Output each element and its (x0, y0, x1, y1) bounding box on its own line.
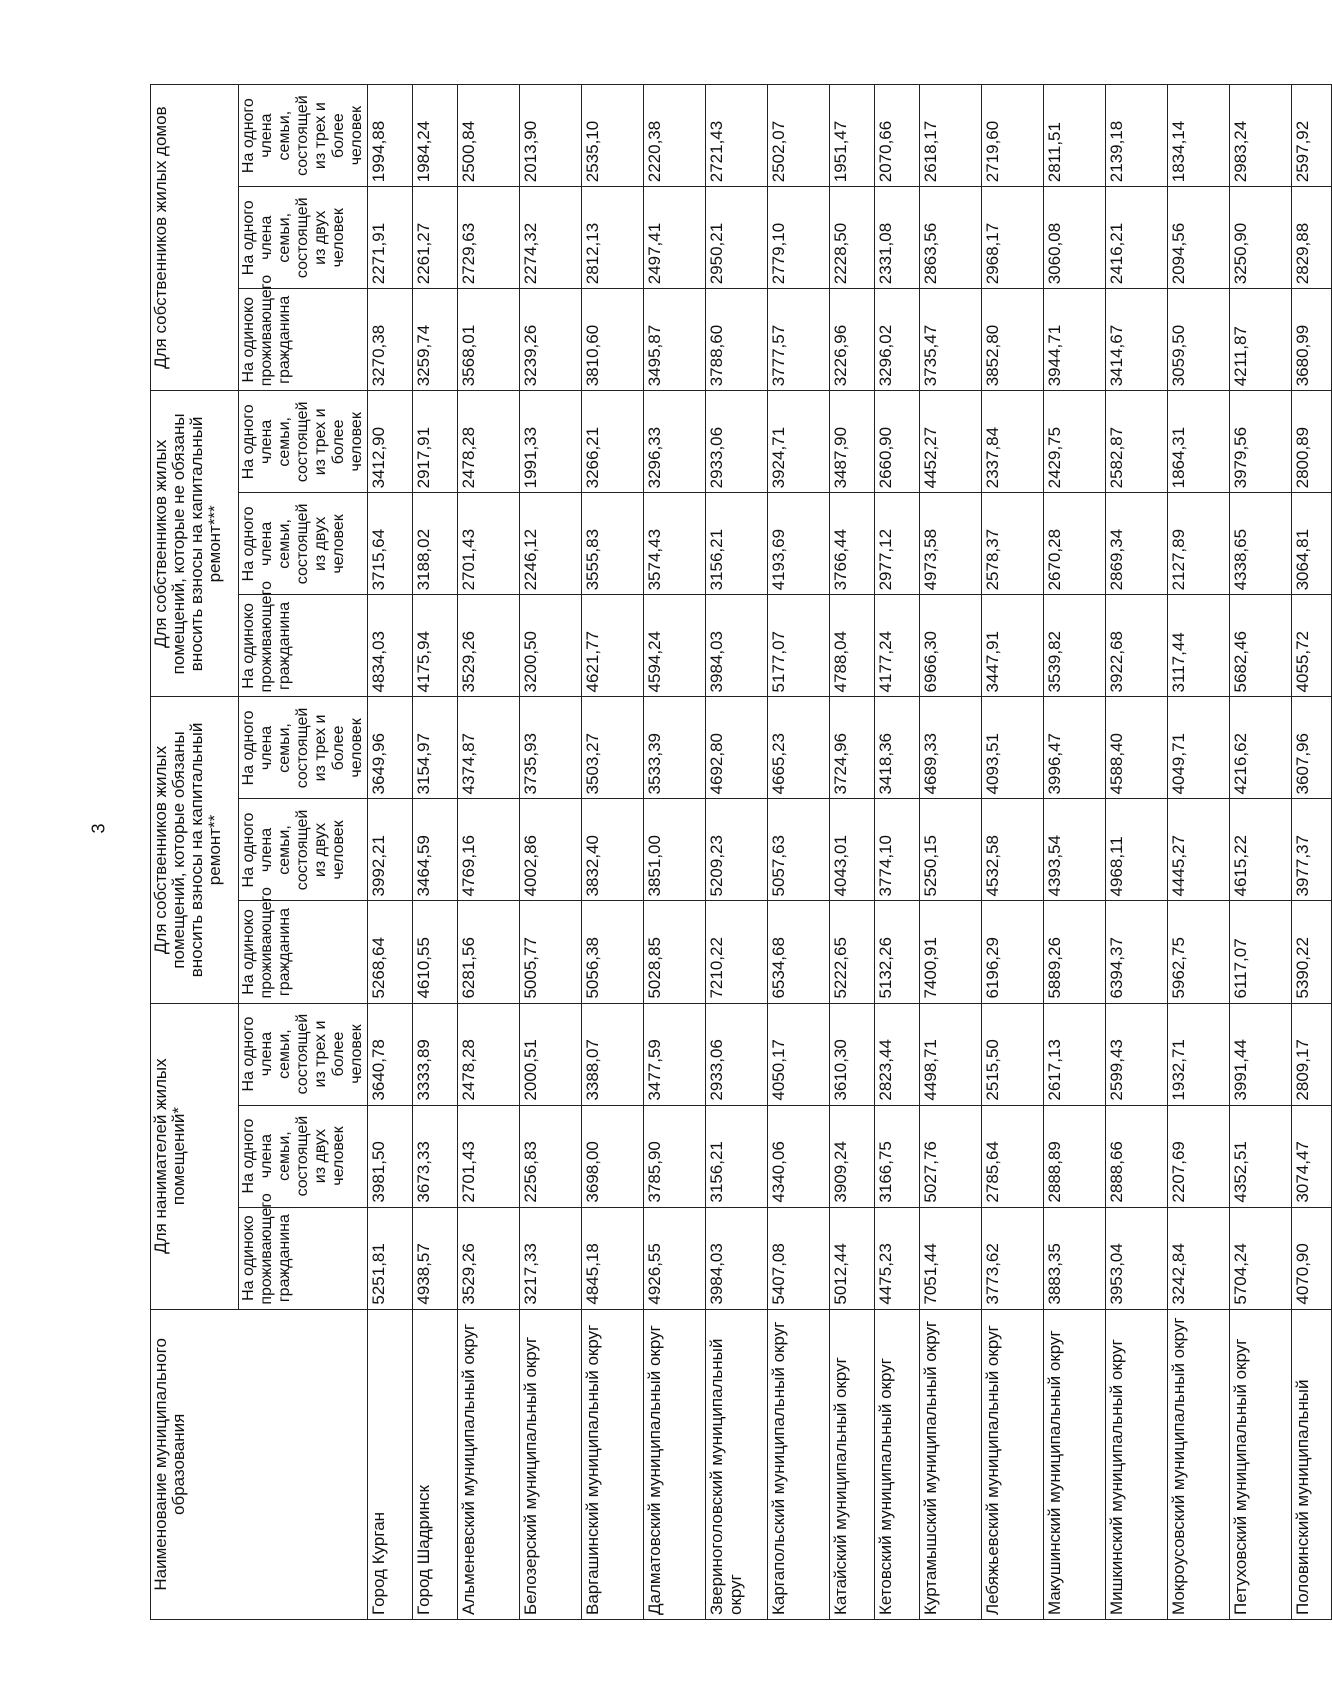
allowance-value: 4216,62 (1230, 697, 1292, 799)
municipality-name: Лебяжьевский муниципальный округ (982, 1309, 1044, 1619)
allowance-value: 3239,26 (520, 289, 582, 391)
table-row (582, 85, 644, 1620)
allowance-value: 2274,32 (520, 187, 582, 289)
municipality-name: Город Шадринск (413, 1309, 458, 1619)
allowance-value: 2729,63 (458, 187, 520, 289)
allowance-value: 2933,06 (706, 1003, 768, 1105)
allowance-value: 3555,83 (582, 493, 644, 595)
allowance-value: 2261,27 (413, 187, 458, 289)
allowance-value: 3529,26 (458, 595, 520, 697)
allowance-value: 4049,71 (1168, 697, 1230, 799)
subheader-two-person: На одного члена семьи, состоящей из двух человек (239, 799, 368, 901)
allowance-value: 3724,96 (830, 697, 875, 799)
allowance-value: 1951,47 (830, 85, 875, 187)
municipality-name: Половинский муниципальный (1292, 1309, 1332, 1619)
allowance-value: 5222,65 (830, 901, 875, 1003)
allowance-value: 2811,51 (1044, 85, 1106, 187)
allowance-value: 2578,37 (982, 493, 1044, 595)
allowance-value: 4445,27 (1168, 799, 1230, 901)
allowance-value: 4452,27 (920, 391, 982, 493)
allowance-value: 1864,31 (1168, 391, 1230, 493)
table-row (1230, 85, 1292, 1620)
allowance-value: 3735,47 (920, 289, 982, 391)
allowance-value: 6966,30 (920, 595, 982, 697)
allowance-value: 3981,50 (368, 1105, 413, 1207)
allowance-value: 2599,43 (1106, 1003, 1168, 1105)
allowance-value: 5250,15 (920, 799, 982, 901)
allowance-value: 3464,59 (413, 799, 458, 901)
allowance-value: 2502,07 (768, 85, 830, 187)
allowance-value: 5132,26 (875, 901, 920, 1003)
allowance-value: 3607,96 (1292, 697, 1332, 799)
allowance-value: 2139,18 (1106, 85, 1168, 187)
allowance-value: 3984,03 (706, 1207, 768, 1309)
allowance-value: 3909,24 (830, 1105, 875, 1207)
subheader-single: На одиноко проживающего гражданина (239, 595, 368, 697)
allowance-value: 6117,07 (1230, 901, 1292, 1003)
subheader-single: На одиноко проживающего гражданина (239, 901, 368, 1003)
allowance-value: 2917,91 (413, 391, 458, 493)
municipality-name: Звериноголовский муниципальный округ (706, 1309, 768, 1619)
allowance-value: 3266,21 (582, 391, 644, 493)
subheader-three-plus: На одного члена семьи, состоящей из трех и более человек (239, 1003, 368, 1105)
municipality-name: Петуховский муниципальный округ (1230, 1309, 1292, 1619)
allowance-value: 3991,44 (1230, 1003, 1292, 1105)
allowance-value: 2070,66 (875, 85, 920, 187)
header-row-groups (151, 85, 239, 1620)
allowance-value: 2809,17 (1292, 1003, 1332, 1105)
subheader-three-plus: На одного члена семьи, состоящей из трех и более человек (239, 391, 368, 493)
allowance-value: 4689,33 (920, 697, 982, 799)
allowance-value: 5889,26 (1044, 901, 1106, 1003)
allowance-value: 2416,21 (1106, 187, 1168, 289)
allowance-value: 2337,84 (982, 391, 1044, 493)
allowance-value: 3226,96 (830, 289, 875, 391)
allowance-value: 3610,30 (830, 1003, 875, 1105)
allowance-value: 3944,71 (1044, 289, 1106, 391)
allowance-value: 4374,87 (458, 697, 520, 799)
allowance-value: 4588,40 (1106, 697, 1168, 799)
allowance-value: 4692,80 (706, 697, 768, 799)
allowance-value: 4834,03 (368, 595, 413, 697)
allowance-value: 3539,82 (1044, 595, 1106, 697)
allowance-value: 4665,23 (768, 697, 830, 799)
allowance-value: 3388,07 (582, 1003, 644, 1105)
group-header-owners-not-obliged: Для собственников жилых помещений, которые не обязаны вносить взносы на капитальный ремонт*** (151, 391, 239, 697)
allowance-value: 3698,00 (582, 1105, 644, 1207)
allowance-value: 3851,00 (644, 799, 706, 901)
allowance-value: 3064,81 (1292, 493, 1332, 595)
allowance-value: 2719,60 (982, 85, 1044, 187)
allowance-value: 4788,04 (830, 595, 875, 697)
allowance-value: 2500,84 (458, 85, 520, 187)
subheader-single: На одиноко проживающего гражданина (239, 1207, 368, 1309)
allowance-value: 3979,56 (1230, 391, 1292, 493)
allowance-value: 3922,68 (1106, 595, 1168, 697)
municipality-name: Куртамышский муниципальный округ (920, 1309, 982, 1619)
allowance-value: 5177,07 (768, 595, 830, 697)
allowance-value: 5027,76 (920, 1105, 982, 1207)
table-row (920, 85, 982, 1620)
allowance-value: 3810,60 (582, 289, 644, 391)
allowance-value: 4043,01 (830, 799, 875, 901)
allowance-value: 3649,96 (368, 697, 413, 799)
allowance-value: 2823,44 (875, 1003, 920, 1105)
allowance-value: 3296,02 (875, 289, 920, 391)
allowance-value: 4498,71 (920, 1003, 982, 1105)
allowance-value: 3242,84 (1168, 1207, 1230, 1309)
municipality-name: Мокроусовский муниципальный округ (1168, 1309, 1230, 1619)
allowance-value: 2618,17 (920, 85, 982, 187)
allowance-value: 3270,38 (368, 289, 413, 391)
allowance-value: 4211,87 (1230, 289, 1292, 391)
municipality-name: Мишкинский муниципальный округ (1106, 1309, 1168, 1619)
subheader-two-person: На одного члена семьи, состоящей из двух человек (239, 493, 368, 595)
table-row (1044, 85, 1106, 1620)
allowance-value: 2670,28 (1044, 493, 1106, 595)
allowance-value: 3774,10 (875, 799, 920, 901)
allowance-value: 2933,06 (706, 391, 768, 493)
municipality-name: Варгашинский муниципальный округ (582, 1309, 644, 1619)
allowance-value: 2478,28 (458, 1003, 520, 1105)
allowance-value: 2331,08 (875, 187, 920, 289)
allowance-value: 3924,71 (768, 391, 830, 493)
allowance-value: 7051,44 (920, 1207, 982, 1309)
municipality-name: Макушинский муниципальный округ (1044, 1309, 1106, 1619)
allowance-value: 2800,89 (1292, 391, 1332, 493)
name-column-header: Наименование муниципального образования (151, 1309, 368, 1619)
allowance-value: 4610,55 (413, 901, 458, 1003)
allowance-value: 3640,78 (368, 1003, 413, 1105)
allowance-value: 2515,50 (982, 1003, 1044, 1105)
subheader-two-person: На одного члена семьи, состоящей из двух человек (239, 1105, 368, 1207)
allowance-value: 4938,57 (413, 1207, 458, 1309)
allowance-value: 3568,01 (458, 289, 520, 391)
rotated-table-wrapper (150, 84, 1312, 1620)
allowance-value: 1991,33 (520, 391, 582, 493)
allowance-value: 3529,26 (458, 1207, 520, 1309)
allowance-value: 3060,08 (1044, 187, 1106, 289)
allowance-value: 2478,28 (458, 391, 520, 493)
allowance-value: 3673,33 (413, 1105, 458, 1207)
subheader-single: На одиноко проживающего гражданина (239, 289, 368, 391)
allowance-value: 3953,04 (1106, 1207, 1168, 1309)
allowance-value: 3680,99 (1292, 289, 1332, 391)
allowance-value: 4532,58 (982, 799, 1044, 901)
allowance-value: 2829,88 (1292, 187, 1332, 289)
table-row (982, 85, 1044, 1620)
municipality-name: Город Курган (368, 1309, 413, 1619)
allowance-value: 3715,64 (368, 493, 413, 595)
allowance-table (150, 84, 1332, 1620)
allowance-value: 1834,14 (1168, 85, 1230, 187)
allowance-value: 4055,72 (1292, 595, 1332, 697)
allowance-value: 2127,89 (1168, 493, 1230, 595)
allowance-value: 3117,44 (1168, 595, 1230, 697)
allowance-value: 4769,16 (458, 799, 520, 901)
allowance-value: 2701,43 (458, 493, 520, 595)
allowance-value: 4352,51 (1230, 1105, 1292, 1207)
allowance-value: 3188,02 (413, 493, 458, 595)
allowance-value: 3418,36 (875, 697, 920, 799)
allowance-value: 3217,33 (520, 1207, 582, 1309)
table-row (830, 85, 875, 1620)
allowance-value: 2228,50 (830, 187, 875, 289)
allowance-value: 6534,68 (768, 901, 830, 1003)
allowance-value: 2013,90 (520, 85, 582, 187)
allowance-value: 3200,50 (520, 595, 582, 697)
page-number: 3 (88, 823, 109, 834)
allowance-value: 3154,97 (413, 697, 458, 799)
allowance-value: 4050,17 (768, 1003, 830, 1105)
allowance-value: 4002,86 (520, 799, 582, 901)
allowance-value: 3333,89 (413, 1003, 458, 1105)
allowance-value: 3487,90 (830, 391, 875, 493)
allowance-value: 3533,39 (644, 697, 706, 799)
allowance-value: 5682,46 (1230, 595, 1292, 697)
allowance-value: 2535,10 (582, 85, 644, 187)
allowance-value: 2888,66 (1106, 1105, 1168, 1207)
table-body (368, 85, 1332, 1620)
allowance-value: 3059,50 (1168, 289, 1230, 391)
allowance-value: 2869,34 (1106, 493, 1168, 595)
table-row (520, 85, 582, 1620)
allowance-value: 4973,58 (920, 493, 982, 595)
allowance-value: 2617,13 (1044, 1003, 1106, 1105)
table-row (644, 85, 706, 1620)
allowance-value: 4615,22 (1230, 799, 1292, 901)
allowance-value: 3788,60 (706, 289, 768, 391)
table-row (706, 85, 768, 1620)
municipality-name: Далматовский муниципальный округ (644, 1309, 706, 1619)
allowance-value: 5268,64 (368, 901, 413, 1003)
allowance-value: 5057,63 (768, 799, 830, 901)
municipality-name: Белозерский муниципальный округ (520, 1309, 582, 1619)
allowance-value: 2785,64 (982, 1105, 1044, 1207)
allowance-value: 2983,24 (1230, 85, 1292, 187)
allowance-value: 3166,75 (875, 1105, 920, 1207)
allowance-value: 2000,51 (520, 1003, 582, 1105)
allowance-value: 2701,43 (458, 1105, 520, 1207)
allowance-value: 2207,69 (1168, 1105, 1230, 1207)
allowance-value: 3785,90 (644, 1105, 706, 1207)
allowance-value: 3773,62 (982, 1207, 1044, 1309)
allowance-value: 2497,41 (644, 187, 706, 289)
municipality-name: Альменевский муниципальный округ (458, 1309, 520, 1619)
allowance-value: 4393,54 (1044, 799, 1106, 901)
allowance-value: 3574,43 (644, 493, 706, 595)
table-row (458, 85, 520, 1620)
allowance-value: 5028,85 (644, 901, 706, 1003)
allowance-value: 5251,81 (368, 1207, 413, 1309)
allowance-value: 3777,57 (768, 289, 830, 391)
allowance-value: 2950,21 (706, 187, 768, 289)
allowance-value: 3495,87 (644, 289, 706, 391)
group-header-owners-obliged: Для собственников жилых помещений, которые обязаны вносить взносы на капитальный ремонт** (151, 697, 239, 1003)
allowance-value: 1932,71 (1168, 1003, 1230, 1105)
municipality-name: Кетовский муниципальный округ (875, 1309, 920, 1619)
table-row (1106, 85, 1168, 1620)
group-header-house-owners: Для собственников жилых домов (151, 85, 239, 391)
allowance-value: 3250,90 (1230, 187, 1292, 289)
allowance-value: 3074,47 (1292, 1105, 1332, 1207)
allowance-value: 2968,17 (982, 187, 1044, 289)
allowance-value: 4193,69 (768, 493, 830, 595)
municipality-name: Каргапольский муниципальный округ (768, 1309, 830, 1619)
allowance-value: 3503,27 (582, 697, 644, 799)
table-row (875, 85, 920, 1620)
allowance-value: 2812,13 (582, 187, 644, 289)
allowance-value: 3156,21 (706, 1105, 768, 1207)
allowance-value: 2271,91 (368, 187, 413, 289)
allowance-value: 4845,18 (582, 1207, 644, 1309)
allowance-value: 2597,92 (1292, 85, 1332, 187)
allowance-value: 3412,90 (368, 391, 413, 493)
allowance-value: 5962,75 (1168, 901, 1230, 1003)
allowance-value: 3259,74 (413, 289, 458, 391)
allowance-value: 3766,44 (830, 493, 875, 595)
allowance-value: 2256,83 (520, 1105, 582, 1207)
allowance-value: 4338,65 (1230, 493, 1292, 595)
allowance-value: 2582,87 (1106, 391, 1168, 493)
allowance-value: 4594,24 (644, 595, 706, 697)
table-row (368, 85, 413, 1620)
allowance-value: 6281,56 (458, 901, 520, 1003)
allowance-value: 2094,56 (1168, 187, 1230, 289)
allowance-value: 4070,90 (1292, 1207, 1332, 1309)
table-row (1292, 85, 1332, 1620)
group-header-tenants: Для нанимателей жилых помещений* (151, 1003, 239, 1309)
allowance-value: 2660,90 (875, 391, 920, 493)
table-row (413, 85, 458, 1620)
allowance-value: 2863,56 (920, 187, 982, 289)
allowance-value: 4968,11 (1106, 799, 1168, 901)
allowance-value: 1984,24 (413, 85, 458, 187)
allowance-value: 3477,59 (644, 1003, 706, 1105)
allowance-value: 2779,10 (768, 187, 830, 289)
allowance-value: 4175,94 (413, 595, 458, 697)
municipality-name: Катайский муниципальный округ (830, 1309, 875, 1619)
allowance-value: 3447,91 (982, 595, 1044, 697)
table-row (1168, 85, 1230, 1620)
subheader-two-person: На одного члена семьи, состоящей из двух человек (239, 187, 368, 289)
allowance-value: 2721,43 (706, 85, 768, 187)
allowance-value: 5056,38 (582, 901, 644, 1003)
allowance-value: 4475,23 (875, 1207, 920, 1309)
allowance-value: 3977,37 (1292, 799, 1332, 901)
allowance-value: 2888,89 (1044, 1105, 1106, 1207)
allowance-value: 7400,91 (920, 901, 982, 1003)
allowance-value: 2246,12 (520, 493, 582, 595)
allowance-value: 5407,08 (768, 1207, 830, 1309)
allowance-value: 3156,21 (706, 493, 768, 595)
allowance-value: 3832,40 (582, 799, 644, 901)
allowance-value: 3852,80 (982, 289, 1044, 391)
allowance-value: 5704,24 (1230, 1207, 1292, 1309)
allowance-value: 3414,67 (1106, 289, 1168, 391)
allowance-value: 6394,37 (1106, 901, 1168, 1003)
subheader-three-plus: На одного члена семьи, состоящей из трех и более человек (239, 85, 368, 187)
allowance-value: 3996,47 (1044, 697, 1106, 799)
allowance-value: 3883,35 (1044, 1207, 1106, 1309)
allowance-value: 2220,38 (644, 85, 706, 187)
allowance-value: 7210,22 (706, 901, 768, 1003)
allowance-value: 5390,22 (1292, 901, 1332, 1003)
allowance-value: 5209,23 (706, 799, 768, 901)
subheader-three-plus: На одного члена семьи, состоящей из трех и более человек (239, 697, 368, 799)
allowance-value: 3992,21 (368, 799, 413, 901)
allowance-value: 3984,03 (706, 595, 768, 697)
allowance-value: 3296,33 (644, 391, 706, 493)
allowance-value: 1994,88 (368, 85, 413, 187)
allowance-value: 5005,77 (520, 901, 582, 1003)
allowance-value: 2429,75 (1044, 391, 1106, 493)
allowance-value: 3735,93 (520, 697, 582, 799)
allowance-value: 2977,12 (875, 493, 920, 595)
allowance-value: 4177,24 (875, 595, 920, 697)
allowance-value: 4926,55 (644, 1207, 706, 1309)
allowance-value: 4621,77 (582, 595, 644, 697)
table-row (768, 85, 830, 1620)
allowance-value: 5012,44 (830, 1207, 875, 1309)
allowance-value: 4340,06 (768, 1105, 830, 1207)
allowance-value: 6196,29 (982, 901, 1044, 1003)
allowance-value: 4093,51 (982, 697, 1044, 799)
